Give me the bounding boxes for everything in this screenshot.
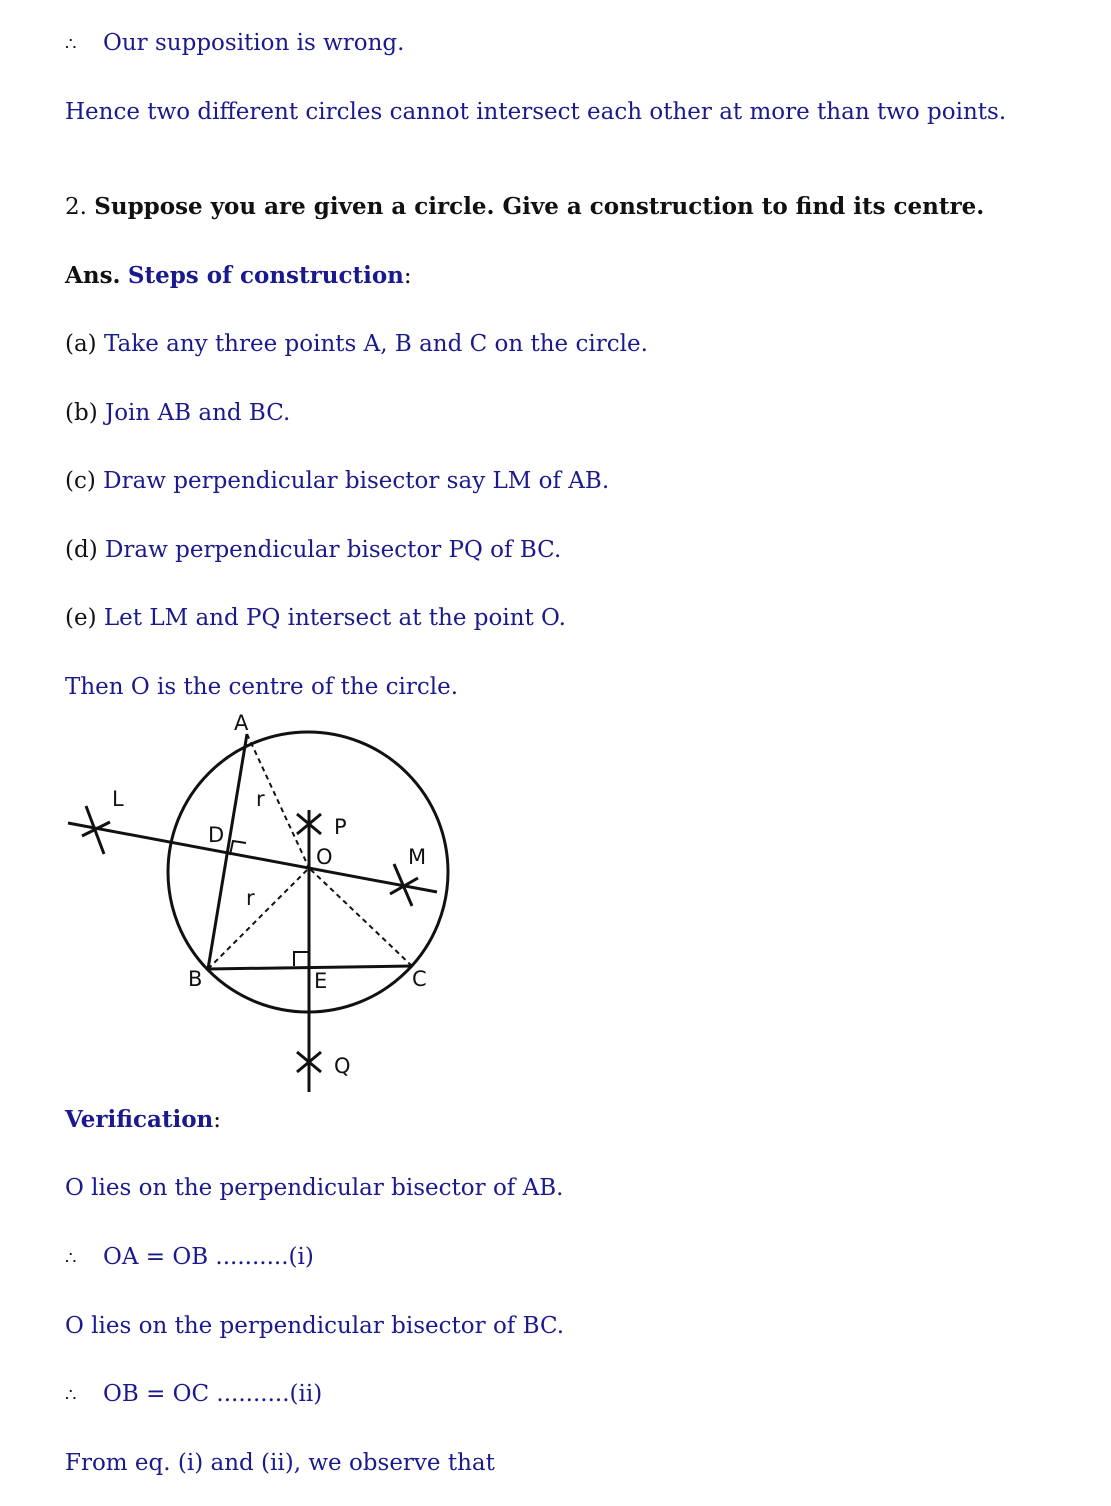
equation-1-text: OA = OB ..........(i) (103, 1244, 314, 1270)
centre-conclusion: Then O is the centre of the circle. (65, 674, 459, 700)
step-label: (b) (65, 400, 98, 426)
label-m: M (408, 845, 427, 869)
steps-title: Steps of construction (127, 262, 404, 289)
equation-2-text: OB = OC ..........(ii) (103, 1381, 323, 1407)
step-b (65, 398, 290, 428)
step-text: Draw perpendicular bisector PQ of BC. (104, 537, 562, 563)
step-a (65, 329, 648, 359)
step-label: (e) (65, 605, 97, 631)
verification-heading (65, 1105, 221, 1135)
label-e: E (314, 969, 328, 993)
steps-colon: : (403, 263, 412, 289)
step-label: (a) (65, 331, 97, 357)
answer-heading (65, 261, 412, 291)
verification-line-2: O lies on the perpendicular bisector of BC. (65, 1313, 565, 1339)
step-label: (d) (65, 537, 98, 563)
therefore-symbol: ∴ (65, 34, 78, 55)
equation-1 (65, 1242, 314, 1274)
equation-2 (65, 1379, 322, 1411)
radius-oc (309, 868, 412, 966)
label-a: A (234, 711, 249, 735)
step-text: Join AB and BC. (104, 400, 291, 426)
bisector-lm (68, 823, 437, 892)
question-text: Suppose you are given a circle. Give a construction to find its centre. (94, 193, 985, 220)
therefore-line-1 (65, 28, 404, 60)
supposition-text: Our supposition is wrong. (103, 30, 405, 56)
right-angle-e (294, 952, 309, 966)
step-label: (c) (65, 468, 96, 494)
label-o: O (316, 845, 333, 869)
verification-title: Verification (65, 1106, 214, 1133)
step-text: Take any three points A, B and C on the circle. (103, 331, 648, 357)
label-r-lower: r (246, 886, 255, 910)
therefore-symbol: ∴ (65, 1248, 78, 1269)
label-p: P (334, 815, 347, 839)
hence-text: Hence two different circles cannot intersect each other at more than two points. (65, 99, 1007, 125)
label-r-upper: r (256, 787, 265, 811)
therefore-symbol: ∴ (65, 1385, 78, 1406)
ans-label: Ans. (65, 262, 121, 289)
step-d (65, 535, 561, 565)
verification-colon: : (213, 1107, 222, 1133)
label-d: D (208, 823, 225, 847)
label-l: L (112, 787, 124, 811)
label-q: Q (334, 1054, 351, 1078)
label-c: C (412, 967, 427, 991)
label-b: B (188, 967, 203, 991)
verification-line-3: From eq. (i) and (ii), we observe that (65, 1450, 495, 1476)
construction-figure (62, 710, 462, 1102)
question (65, 192, 984, 222)
question-number: 2. (65, 194, 87, 220)
step-c (65, 466, 609, 496)
construction-diagram (62, 710, 462, 1102)
step-e (65, 603, 566, 633)
verification-line-1: O lies on the perpendicular bisector of AB. (65, 1175, 564, 1201)
step-text: Draw perpendicular bisector say LM of AB. (103, 468, 610, 494)
step-text: Let LM and PQ intersect at the point O. (103, 605, 566, 631)
